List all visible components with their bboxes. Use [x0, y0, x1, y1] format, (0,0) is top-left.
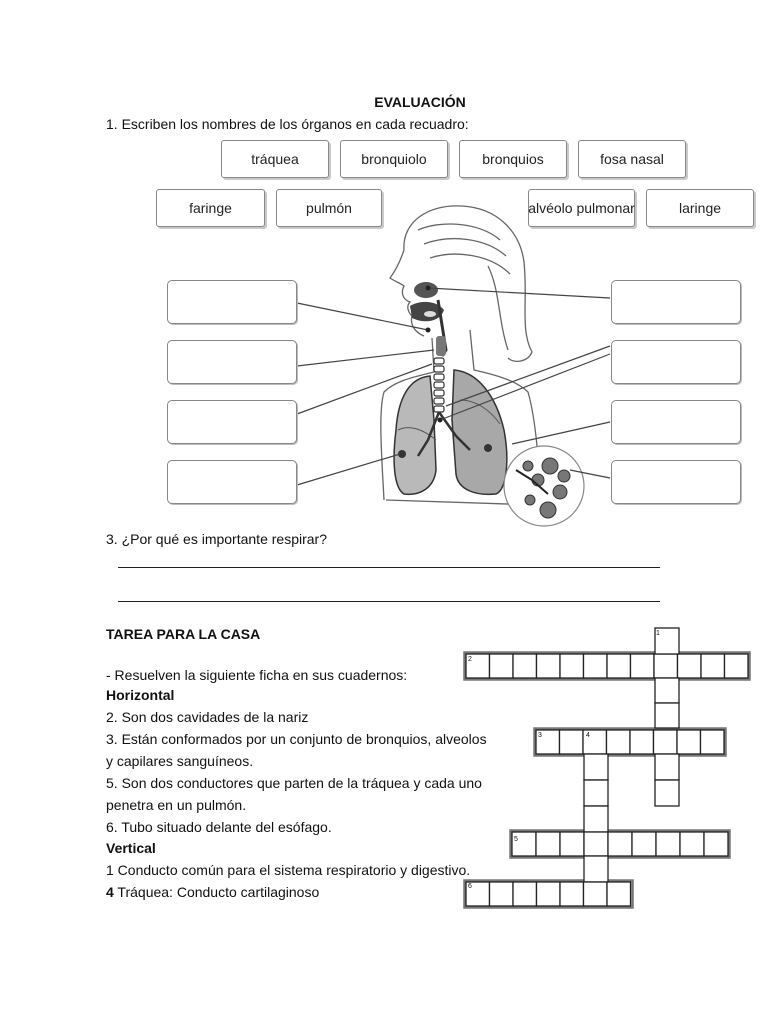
crossword-cell[interactable] — [584, 882, 608, 906]
crossword-cell[interactable] — [607, 882, 631, 906]
crossword-cell[interactable] — [701, 730, 725, 754]
crossword-number-5: 5 — [514, 836, 518, 843]
crossword-cell[interactable] — [680, 832, 704, 856]
clue-h3-line1: 3. Están conformados por un conjunto de bronquios, alveolos — [106, 731, 487, 747]
crossword-cell[interactable] — [537, 654, 561, 678]
crossword-number-3: 3 — [538, 732, 542, 739]
crossword-cell[interactable] — [513, 882, 537, 906]
crossword-cell[interactable] — [677, 730, 701, 754]
question-3: 3. ¿Por qué es importante respirar? — [106, 531, 327, 547]
word-laringe: laringe — [646, 189, 754, 227]
word-alveolo-pulmonar: alvéolo pulmonar — [528, 189, 635, 227]
crossword-cell[interactable] — [584, 856, 608, 882]
word-faringe: faringe — [156, 189, 265, 227]
crossword-cell[interactable] — [678, 654, 702, 678]
crossword-cell[interactable] — [631, 654, 655, 678]
crossword-cell[interactable] — [656, 832, 680, 856]
crossword-number-4: 4 — [586, 732, 590, 739]
crossword-cell[interactable] — [490, 654, 514, 678]
crossword-cell[interactable] — [584, 832, 608, 856]
crossword-cell[interactable] — [654, 654, 678, 678]
crossword-cell[interactable] — [701, 654, 725, 678]
crossword-cell[interactable] — [630, 730, 654, 754]
vertical-heading: Vertical — [106, 840, 156, 856]
word-traquea: tráquea — [221, 140, 329, 178]
crossword-cell[interactable] — [632, 832, 656, 856]
homework-title: TAREA PARA LA CASA — [106, 626, 261, 642]
crossword-number-2: 2 — [468, 656, 472, 663]
clue-h3-line2: y capilares sanguíneos. — [106, 753, 254, 769]
crossword-cell[interactable] — [654, 730, 678, 754]
word-bronquiolo: bronquiolo — [340, 140, 448, 178]
crossword-cell[interactable] — [560, 832, 584, 856]
crossword-cell[interactable] — [584, 806, 608, 832]
question-1: 1. Escriben los nombres de los órganos en cada recuadro: — [106, 116, 469, 132]
word-bronquios: bronquios — [459, 140, 567, 178]
clue-v4-text: Tráquea: Conducto cartilaginoso — [113, 884, 320, 900]
crossword-cell[interactable] — [560, 730, 584, 754]
crossword-cell[interactable] — [655, 678, 679, 703]
crossword-cell[interactable] — [560, 882, 584, 906]
crossword-cell[interactable] — [607, 654, 631, 678]
clue-v4-number: 4 — [106, 884, 114, 900]
crossword-cell[interactable] — [584, 780, 608, 806]
homework-instruction: - Resuelven la siguiente ficha en sus cuadernos: — [106, 667, 408, 683]
crossword-cell[interactable] — [725, 654, 749, 678]
crossword-cell[interactable] — [584, 754, 608, 780]
crossword-cell[interactable] — [513, 654, 537, 678]
crossword-cell[interactable] — [655, 780, 679, 806]
clue-h5-line1: 5. Son dos conductores que parten de la tráquea y cada uno — [106, 775, 482, 791]
crossword-cell[interactable] — [537, 882, 561, 906]
crossword-cell[interactable] — [607, 730, 631, 754]
crossword-cell[interactable] — [655, 754, 679, 780]
horizontal-heading: Horizontal — [106, 687, 175, 703]
crossword-cell[interactable] — [560, 654, 584, 678]
page-title: EVALUACIÓN — [374, 94, 466, 110]
word-fosa-nasal: fosa nasal — [578, 140, 686, 178]
crossword-cell[interactable] — [608, 832, 632, 856]
crossword-number-6: 6 — [468, 883, 472, 890]
crossword-number-1: 1 — [656, 630, 660, 637]
clue-h2: 2. Son dos cavidades de la nariz — [106, 709, 309, 725]
crossword-cell[interactable] — [655, 703, 679, 728]
clue-h5-line2: penetra en un pulmón. — [106, 797, 247, 813]
crossword-cell[interactable] — [704, 832, 728, 856]
clue-v1: 1 Conducto común para el sistema respiratorio y digestivo. — [106, 862, 471, 878]
crossword-cell[interactable] — [584, 654, 608, 678]
crossword-cell[interactable] — [490, 882, 514, 906]
clue-h6: 6. Tubo situado delante del esófago. — [106, 819, 332, 835]
word-pulmon: pulmón — [276, 189, 382, 227]
crossword-cell[interactable] — [536, 832, 560, 856]
